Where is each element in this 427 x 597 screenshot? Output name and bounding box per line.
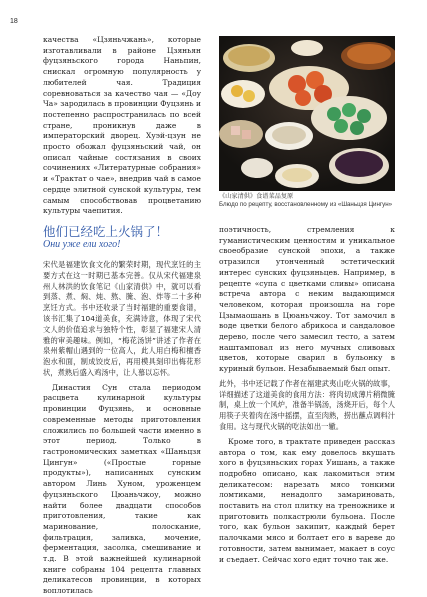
paragraph-ru-hotpot: Кроме того, в трактате приведен рассказ автора о том, как ему довелось вкушать хого в фуцзяньских горах Уишань, а также подробно описано, как лакомиться этим деликатесом: нарезать мясо тонкими ломтиками, ненадолго замариновать, поставить на стол плитку на треножнике и приготовить полкастрюли бульона. После того, как бульон закипит, каждый берет палочками мясо и болтает его в вареве до готовности, затем вынимает, макает в соус и съедает. Сейчас хого едят точно так же.: [219, 436, 395, 564]
food-photo: [219, 36, 395, 191]
page-number: 18: [10, 18, 18, 25]
left-column-bottom: [43, 260, 201, 597]
paragraph-cn-song: 宋代是福建饮食文化的繁荣时期，现代烹饪的主要方式在这一时期已基本完善。仅从宋代福建泉州人林洪的饮食笔记《山家清供》中，就可以看到蒸、煮、焖、炖、熬、腌、泡、炸等二十多种烹饪方式。书中还收录了当时福建的重要食谱，该书汇集了104道美食，充满诗意，体现了宋代文人的价值追求与独特个性，彰显了福建宋人清雅的审美趣味。例如，“梅花汤饼”讲述了作者在泉州紫帽山遇到的一位高人，此人用白梅和檀香泡水和面，制成饺皮后，再用模具刻印出梅花形状，煮熟后盛入鸡汤中，让人慕以忘怀。: [43, 260, 201, 377]
photo-caption-ru: Блюдо по рецепту, восстановленному из «Шаньцзя Цингун»: [219, 201, 393, 208]
food-photo-svg: [219, 36, 395, 191]
right-column: [219, 225, 395, 565]
paragraph-tea: качества «Цзяньчжань», которые изготавливали в районе Цзяньян фуцзяньского города Наньпин, снискал огромную популярность у любителей чая. Традиция соревноваться за качество чая — «Доу Ча» зародилась в провинции Фуцзянь и постепенно распространилась по всей стране, проникнув даже в императорский дворец. Хуэй-цзун не просто обожал фуцзяньский чай, он описал чайные состязания в своих сочинениях «Литературные собрания» и «Трактат о чае», внедрив чай в самое сердце элитной сунской культуры, тем самым способствовав процветанию культуры чаепития.: [43, 35, 201, 216]
photo-caption: [219, 193, 395, 209]
paragraph-ru-poetic: поэтичность, стремления к гуманистическим ценностям и уникальное своеобразие сунской эпохи, а также отразился утонченный эстетический интерес сунских фуцзяньцев. Например, в рецепте «супа с цветками сливы» описана встреча автора с неким выдающимся человеком, которая произошла на горе Цзымаошань в Цюаньчжоу. Тот замочил в воде цветки белого абрикоса и сандаловое дерево, после чего замесил тесто, а затем наштамповал из него мучных сливовых цветов, которые сварил в бульонку в куриный бульон. Незабываемый был опыт.: [219, 225, 395, 374]
photo-caption-cn: 《山家清供》食谱菜品复原: [219, 193, 294, 200]
section-heading-ru: Они уже ели хого!: [43, 239, 121, 250]
paragraph-ru-song: Династия Сун стала периодом расцвета кулинарной культуры провинции Фуцзянь, и основные современные методы приготовления сложились по большей части именно в этот период. Только в гастрономических заметках «Шаньцзя Цингун» («Простые горные продукты»), написанных сунским автором Линь Хуном, уроженцем фуцзяньского Цюаньчжоу, можно найти более двадцати способов приготовления, такие как маринование, полоскание, фильтрация, заливка, мочение, ферментация, засолка, смешивание и т.д. В этой важнейшей кулинарной книге собраны 104 рецепта главных деликатесов провинции, в которых воплотилась: [43, 382, 201, 596]
paragraph-cn-hotpot: 此外，书中还记载了作者在福建武夷山吃火锅的故事，详细描述了这道美食的食用方法：将肉切成薄片稍微腌制，桌上放一个风炉，准备半锅汤，汤烧开后，每个人用筷子夹着肉在汤中摇摆，直至肉熟，捞出蘸点调料汁食用。这与现代火锅的吃法如出一辙。: [219, 378, 395, 432]
section-heading-cn: 他们已经吃上火锅了！: [43, 224, 169, 239]
left-column-top: [43, 35, 201, 217]
